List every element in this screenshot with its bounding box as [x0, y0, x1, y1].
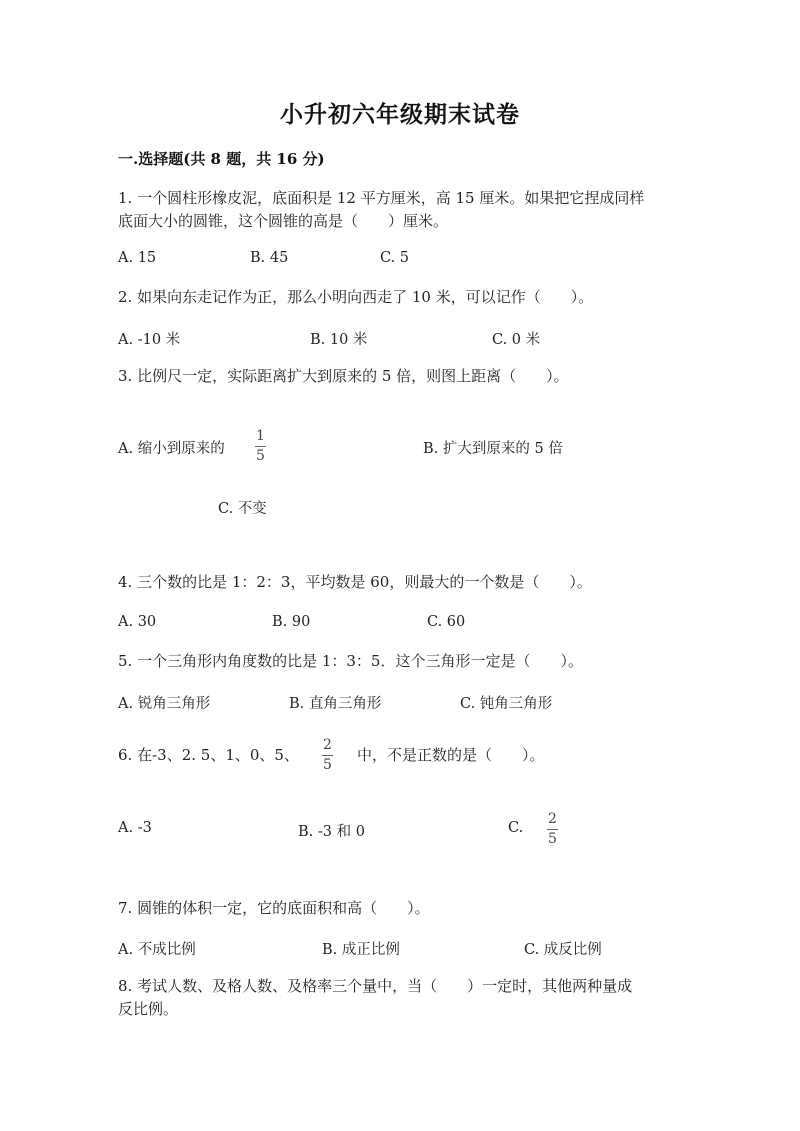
- question-6-text-after: 中，不是正数的是（ ）。: [357, 746, 545, 764]
- fraction-bar: [547, 829, 558, 830]
- question-3-text: 3. 比例尺一定，实际距离扩大到原来的 5 倍，则图上距离（ ）。: [118, 367, 569, 385]
- question-1-option-c: C. 5: [380, 250, 410, 266]
- question-2-text: 2. 如果向东走记作为正，那么小明向西走了 10 米，可以记作（ ）。: [118, 288, 594, 306]
- section-heading: 一.选择题(共 8 题，共 16 分): [118, 150, 325, 168]
- question-3-option-c: C. 不变: [218, 501, 267, 517]
- page-title: 小升初六年级期末试卷: [280, 101, 520, 128]
- question-3-option-b: B. 扩大到原来的 5 倍: [423, 441, 563, 457]
- question-7-option-c: C. 成反比例: [524, 942, 602, 958]
- fraction-denominator: 5: [548, 831, 557, 847]
- question-2-option-c: C. 0 米: [492, 332, 541, 348]
- fraction-numerator: 1: [256, 428, 265, 444]
- question-6-fraction: [322, 738, 333, 773]
- question-6-option-a: A. -3: [118, 820, 152, 836]
- question-6-option-c: C.: [508, 820, 524, 836]
- question-4-option-c: C. 60: [427, 614, 466, 630]
- fraction-bar: [322, 755, 333, 756]
- question-4-text: 4. 三个数的比是 1：2：3，平均数是 60，则最大的一个数是（ ）。: [118, 573, 592, 591]
- question-6-option-b: B. -3 和 0: [298, 824, 365, 840]
- question-7-text: 7. 圆锥的体积一定，它的底面积和高（ ）。: [118, 899, 430, 917]
- question-2-option-a: A. -10 米: [118, 332, 181, 348]
- question-8-line-1: 8. 考试人数、及格人数、及格率三个量中，当（ ）一定时，其他两种量成: [118, 977, 633, 995]
- question-2-option-b: B. 10 米: [310, 332, 368, 348]
- question-4-option-b: B. 90: [272, 614, 311, 630]
- fraction-bar: [255, 446, 266, 447]
- question-3-option-a: A. 缩小到原来的: [118, 441, 225, 457]
- question-7-option-b: B. 成正比例: [322, 942, 400, 958]
- fraction-denominator: 5: [323, 757, 332, 773]
- question-1-line-2: 底面大小的圆锥，这个圆锥的高是（ ）厘米。: [118, 212, 449, 230]
- question-5-text: 5. 一个三角形内角度数的比是 1：3：5．这个三角形一定是（ ）。: [118, 652, 583, 670]
- fraction-numerator: 2: [323, 737, 332, 753]
- question-1-option-b: B. 45: [250, 250, 289, 266]
- question-1-option-a: A. 15: [118, 250, 157, 266]
- question-4-option-a: A. 30: [118, 614, 157, 630]
- question-7-option-a: A. 不成比例: [118, 942, 196, 958]
- question-8-line-2: 反比例。: [118, 1000, 179, 1018]
- fraction-numerator: 2: [548, 811, 557, 827]
- question-5-option-c: C. 钝角三角形: [460, 696, 553, 712]
- question-6-text-before: 6. 在-3、2. 5、1、0、5、: [118, 746, 299, 764]
- fraction-denominator: 5: [256, 448, 265, 464]
- question-5-option-b: B. 直角三角形: [289, 696, 382, 712]
- question-6-option-c-fraction: [547, 812, 558, 847]
- question-5-option-a: A. 锐角三角形: [118, 696, 211, 712]
- question-1-line-1: 1. 一个圆柱形橡皮泥，底面积是 12 平方厘米，高 15 厘米。如果把它捏成同样: [118, 189, 645, 207]
- question-3-option-a-fraction: [255, 429, 266, 464]
